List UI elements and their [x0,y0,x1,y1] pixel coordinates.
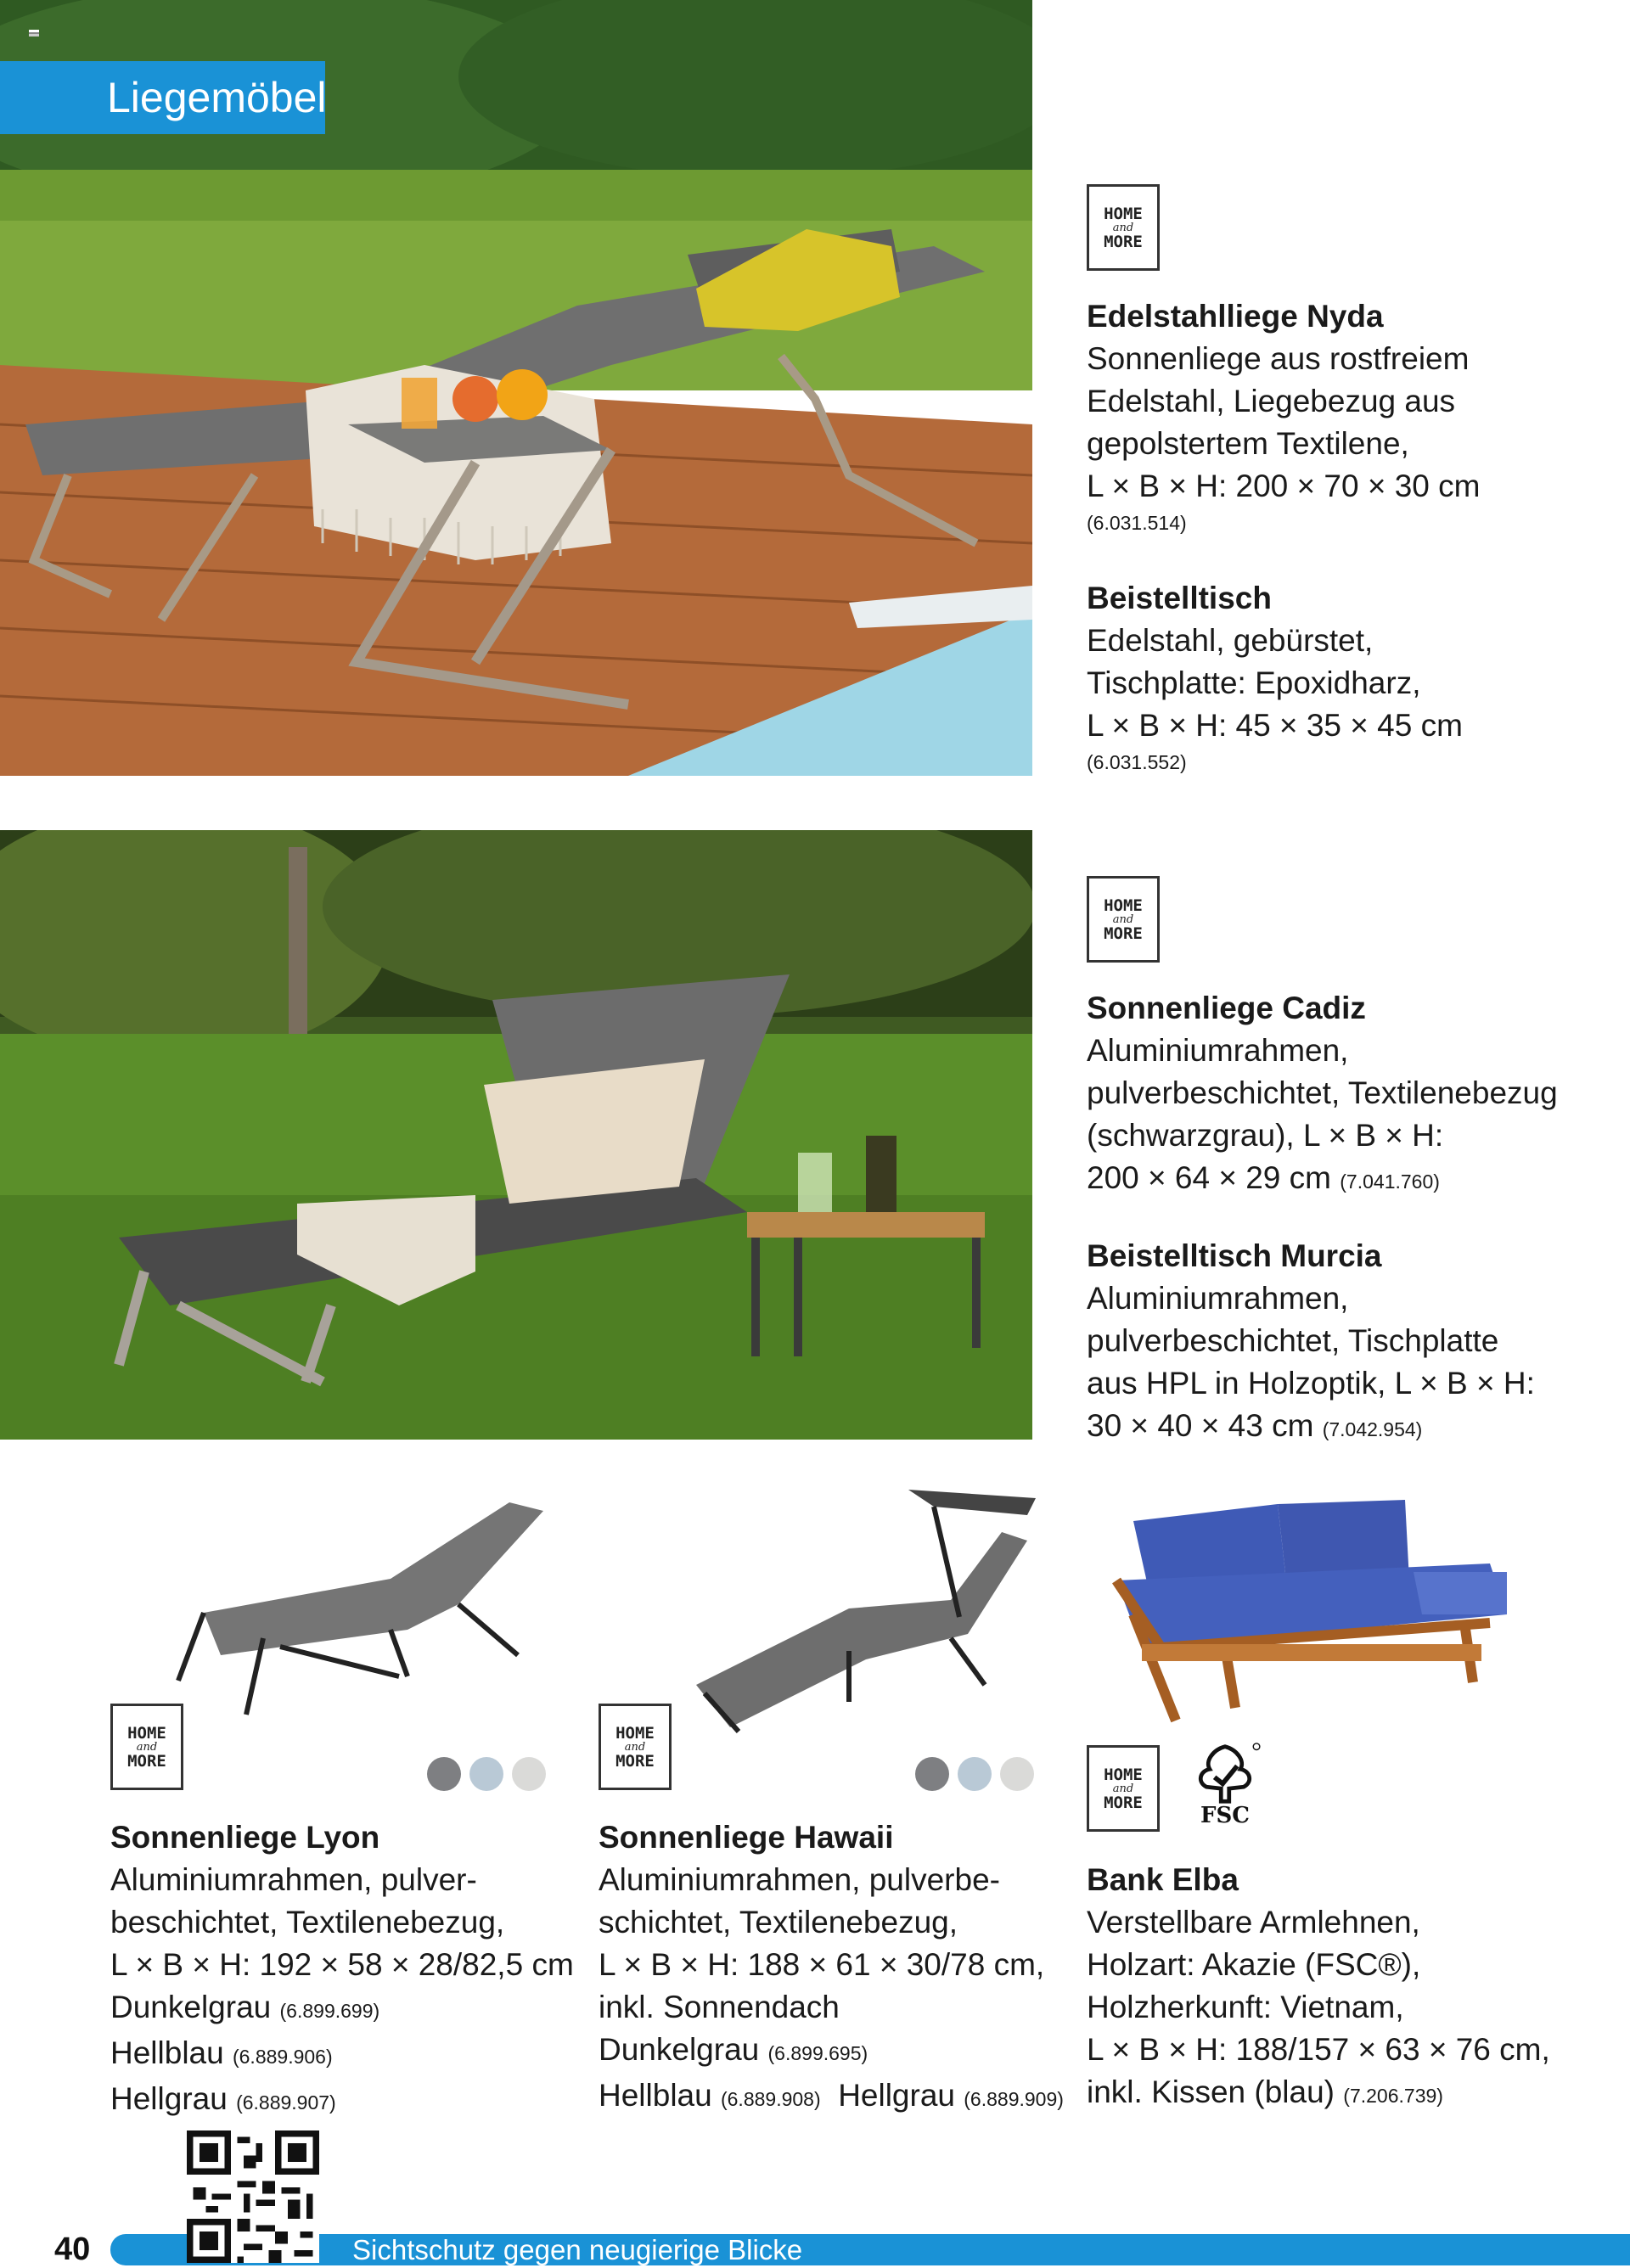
variant-line: Dunkelgrau (6.899.699) [110,1990,380,2024]
swatch-hellblau[interactable] [469,1757,503,1791]
home-and-more-logo: HOME and MORE [599,1704,672,1790]
photo-lyon-lounger [153,1494,552,1723]
photo-elba-bench [1099,1487,1515,1725]
photo-hawaii-lounger [679,1481,1044,1736]
product-desc-line: Edelstahl, gebürstet, [1087,623,1374,658]
fsc-logo [1184,1742,1266,1835]
product-desc-line: inkl. Kissen (blau) [1087,2074,1335,2109]
product-name: Beistelltisch [1087,581,1272,615]
home-and-more-logo: HOME and MORE [1087,184,1160,271]
product-murcia [1087,1235,1535,1451]
article-number: (7.206.739) [1343,2085,1443,2107]
product-name: Sonnenliege Lyon [110,1820,380,1855]
qr-code-icon[interactable] [187,2130,319,2263]
variant-line: Hellblau (6.889.908) Hellgrau (6.889.909) [599,2078,1064,2113]
swatch-dunkelgrau[interactable] [427,1757,461,1791]
product-cadiz [1087,987,1558,1203]
home-and-more-logo: HOME and MORE [1087,1745,1160,1832]
page-number: 40 [54,2232,91,2267]
footer-bar [110,2234,1630,2265]
product-beistelltisch [1087,577,1463,778]
product-lyon [110,1816,574,2124]
product-desc-line: Holzart: Akazie (FSC®), [1087,1947,1421,1982]
variant-line: Hellgrau (6.889.907) [110,2081,336,2116]
product-name: Bank Elba [1087,1862,1239,1897]
product-desc-line: 200 × 64 × 29 cm [1087,1160,1331,1195]
flag-icon [29,25,39,32]
product-name: Edelstahlliege Nyda [1087,299,1384,334]
product-desc-line: L × B × H: 45 × 35 × 45 cm [1087,708,1463,743]
product-nyda [1087,295,1480,538]
product-desc-line: L × B × H: 188/157 × 63 × 76 cm, [1087,2032,1550,2067]
article-number: (6.031.514) [1087,512,1187,534]
footer-caption: Sichtschutz gegen neugierige Blicke [352,2234,803,2265]
fsc-label: FSC [1200,1803,1250,1828]
product-desc-line: schichtet, Textilenebezug, [599,1905,958,1940]
variant-line: Hellblau (6.889.906) [110,2035,333,2070]
color-swatches-hawaii [915,1757,1034,1791]
article-number: (7.042.954) [1322,1418,1423,1440]
product-desc-line: Edelstahl, Liegebezug aus [1087,384,1456,418]
photo-cadiz-lounger [0,830,1032,1440]
product-desc-line: L × B × H: 200 × 70 × 30 cm [1087,469,1481,503]
swatch-hellgrau[interactable] [1000,1757,1034,1791]
product-desc-line: (schwarzgrau), L × B × H: [1087,1118,1444,1153]
product-desc-line: beschichtet, Textilenebezug, [110,1905,505,1940]
product-desc-line: aus HPL in Holzoptik, L × B × H: [1087,1366,1535,1401]
product-desc-line: Holzherkunft: Vietnam, [1087,1990,1404,2024]
variant-line: Dunkelgrau (6.899.695) [599,2032,868,2067]
product-desc-line: pulverbeschichtet, Tischplatte [1087,1323,1499,1358]
product-name: Sonnenliege Hawaii [599,1820,894,1855]
product-desc-line: L × B × H: 188 × 61 × 30/78 cm, [599,1947,1045,1982]
product-desc-line: Sonnenliege aus rostfreiem [1087,341,1470,376]
product-desc-line: Tischplatte: Epoxidharz, [1087,665,1421,700]
product-desc-line: gepolstertem Textilene, [1087,426,1409,461]
tree-check-icon [1187,1742,1263,1806]
swatch-dunkelgrau[interactable] [915,1757,949,1791]
swatch-hellblau[interactable] [958,1757,992,1791]
product-name: Beistelltisch Murcia [1087,1238,1382,1273]
product-desc-line: Aluminiumrahmen, [1087,1033,1349,1068]
section-title: Liegemöbel [0,61,325,134]
home-and-more-logo: HOME and MORE [110,1704,183,1790]
product-elba [1087,1859,1550,2117]
color-swatches-lyon [427,1757,546,1791]
home-and-more-logo: HOME and MORE [1087,876,1160,963]
product-desc-line: L × B × H: 192 × 58 × 28/82,5 cm [110,1947,574,1982]
product-desc-line: Aluminiumrahmen, pulverbe- [599,1862,1000,1897]
product-desc-line: pulverbeschichtet, Textilenebezug [1087,1075,1558,1110]
product-desc-line: Verstellbare Armlehnen, [1087,1905,1420,1940]
product-desc-line: Aluminiumrahmen, pulver- [110,1862,477,1897]
product-desc-line: Aluminiumrahmen, [1087,1281,1349,1316]
product-desc-line: 30 × 40 × 43 cm [1087,1408,1314,1443]
product-name: Sonnenliege Cadiz [1087,991,1366,1025]
article-number: (7.041.760) [1340,1170,1440,1193]
article-number: (6.031.552) [1087,751,1187,773]
product-desc-line: inkl. Sonnendach [599,1990,840,2024]
product-hawaii [599,1816,1064,2120]
swatch-hellgrau[interactable] [512,1757,546,1791]
